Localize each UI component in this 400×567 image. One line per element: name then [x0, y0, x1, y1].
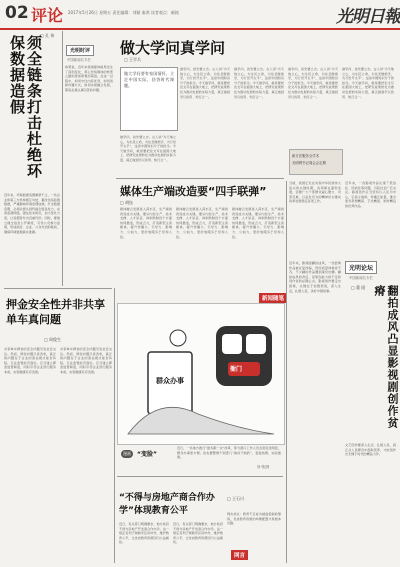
- article-body: 近日，有关部门明确要求，地方政府不得与房地产开发商合作办学。这一规定有利于遏制学区房炒作，维护教育公平，让优质教育资源回归公益属性。: [119, 522, 169, 545]
- column-divider: [286, 181, 287, 563]
- horizontal-divider: [117, 476, 283, 477]
- article-title: 须全链条打击杜绝环保数据造假: [8, 35, 43, 179]
- dateline: 2017年5月26日 星期五 责任编辑：刘颖 秦鸿 读者观点：邮箱: [68, 10, 179, 15]
- article-school-housing: [117, 478, 283, 564]
- article-body: 共享单车押金的安全问题引发社会关注。然而，押金问题只是表象，真正的问题在于企业的商业模式能否持续，行业监管能否到位。应当建立押金监管制度，同时引导企业回归服务本质，实现健康有序发展。: [4, 347, 56, 374]
- right-body-mid: 近年来，一些影视作品出现了低俗化、同质化等问题，引起社会广泛关注。影视创作应当坚持以人民为中心，弘扬主旋律，传播正能量，推出更多思想精深、艺术精湛、制作精良的优秀作品。: [345, 181, 396, 208]
- sign-right: 衙门: [230, 366, 243, 373]
- article-author: □ 周俊生: [44, 337, 62, 342]
- article-summary: 做大学问要有家国情怀，立足中国实际，回答时代课题。: [124, 71, 174, 88]
- article-body-col3: 做学问，首先要立志。古人讲“为天地立心，为生民立命，为往圣继绝学，为万世开太平”，这是中国知识分子的担当。今天做学问，就是要把论文写在祖国大地上，把研究成果转化为推动发展的实际力量，真正做到学以致用、知行合一。: [234, 67, 284, 99]
- column-guangming-comment: [65, 31, 113, 286]
- article-title: “不得与房地产商合作办学”体现教育公平: [119, 493, 215, 516]
- column-subtitle: 中国新闻名专栏: [67, 58, 91, 62]
- article-body: 媒体融合发展进入深水区，生产端的改造成为关键。要从内容生产、技术支撑、人才队伍、体制机制四个方面协同推进，形成合力，打造新型主流媒体，提升传播力、引导力、影响力、公信力，更好地服务于党和人民。: [120, 207, 172, 239]
- column-divider: [114, 288, 115, 563]
- column-divider: [62, 31, 63, 286]
- feature-body: 近年来，影视剧翻拍成风，一些经典作品被反复改编，然而质量却参差不齐，不少翻拍作品遭到观众吐槽。翻拍成风的背后，是原创能力的不足和创作者的浮躁心态。影视创作要走出困境，关键在于加强原创，深入生活，扎根人民，讲好中国故事。: [289, 261, 341, 293]
- section-name: 评论: [31, 6, 64, 25]
- net-voice-body: 网友热议：教育不应成为楼盘促销的筹码，优质教育资源的均衡配置才是根本出路。: [227, 512, 281, 526]
- feature-title: 翻拍成风凸显影视剧创作贫瘠: [373, 285, 399, 429]
- page-header: [0, 0, 400, 30]
- sign-left: 群众办事: [156, 377, 184, 385]
- promo-box: [289, 149, 343, 175]
- right-column: [289, 154, 399, 563]
- column-body: 如果说，近年来我国媒体格局发生了深刻变化，那么传统媒体的转型之路则更加艰难而紧迫。在这一过程中，如何守住内容优势，如何创新传播方式，如何实现融合发展，都是必须认真回答的问题。: [65, 65, 113, 92]
- newspaper-logo: 光明日報: [336, 7, 400, 27]
- article-body-col2: 近日，有关部门明确要求，地方政府不得与房地产开发商合作办学。这一规定有利于遏制学区房炒作，维护教育公平，让优质教育资源回归公益属性。: [173, 522, 223, 545]
- article-author: □ 王石川: [227, 496, 245, 501]
- promo-line-1: 新方法服务全学术: [292, 154, 320, 158]
- article-title: 做大学问真学问: [120, 39, 226, 57]
- feature-body-col2: 文艺创作要深入生活、扎根人民，真正从人民群众中汲取营养，才能创作出无愧于时代的精品力作。: [345, 443, 396, 457]
- promo-line-2: 光明网书记周会会定期: [292, 161, 326, 165]
- article-body: 近年来，环保数据造假屡禁不止，一些企业和第三方机构相互勾结，篡改伪造监测数据，严重影响环境治理成效。打击数据造假，必须从源头到终端全链条发力，完善监测网络，强化技术防范，加大惩处力度，让造假者付出沉重代价。同时，要建立健全信息公开制度，引导公众参与监督，形成政府、企业、公众共治的格局，确保环境数据真实准确。: [4, 193, 60, 234]
- cartoon-caption-badge: [121, 449, 157, 458]
- article-body-col2: 做学问，首先要立志。古人讲“为天地立心，为生民立命，为往圣继绝学，为万世开太平”，这是中国知识分子的担当。今天做学问，就是要把论文写在祖国大地上，把研究成果转化为推动发展的实际力量，真正做到学以致用、知行合一。: [180, 67, 230, 99]
- page-number: 02: [5, 3, 29, 23]
- article-media-reform: [116, 181, 284, 284]
- horizontal-divider: [4, 288, 112, 289]
- article-author: □ 胡钰: [120, 200, 134, 205]
- article-scholarship: [116, 31, 395, 176]
- article-data-fraud: [4, 31, 60, 286]
- forum-subtitle: 中国新闻名专栏: [349, 276, 373, 280]
- article-body-col2: 共享单车押金的安全问题引发社会关注。然而，押金问题只是表象，真正的问题在于企业的商业模式能否持续，行业监管能否到位。应当建立押金监管制度，同时引导企业回归服务本质，实现健康有序发展。: [60, 347, 112, 374]
- cartoon-drawing: [118, 304, 284, 444]
- article-title: 押金安全性并非共享单车真问题: [6, 298, 105, 326]
- caption-title: “变脸”: [137, 451, 157, 458]
- forum-tag: 光明论坛: [345, 261, 377, 274]
- column-tag: 光明时评: [66, 45, 94, 56]
- feature-author: □ 董 阳: [351, 285, 366, 290]
- cartoon-illustration: [117, 303, 285, 445]
- article-author: □ 王学兵: [124, 57, 142, 62]
- news-cartoon-block: [117, 291, 283, 471]
- horizontal-divider: [116, 178, 284, 179]
- right-body-top: 当前，我国正处在实现中华民族伟大复兴的关键时期，各项事业蓬勃发展，需要广大干部群众凝心聚力、攻坚克难，以奋发有为的精神状态推动改革发展稳定各项工作。: [289, 181, 341, 204]
- article-body-col4: 做学问，首先要立志。古人讲“为天地立心，为生民立命，为往圣继绝学，为万世开太平”，这是中国知识分子的担当。今天做学问，就是要把论文写在祖国大地上，把研究成果转化为推动发展的实际力量，真正做到学以致用、知行合一。: [288, 67, 338, 99]
- net-voice-tag: 网言: [231, 550, 248, 560]
- article-body-col2: 媒体融合发展进入深水区，生产端的改造成为关键。要从内容生产、技术支撑、人才队伍、体制机制四个方面协同推进，形成合力，打造新型主流媒体，提升传播力、引导力、影响力、公信力，更好地服务于党和人民。: [176, 207, 228, 239]
- caption-signature: 徐 骏/图: [257, 465, 270, 469]
- caption-body: 近日，一些地方推行“最多跑一次”改革，部分窗口工作人员态度变化明显，群众办事更方便。但也要警惕个别部门“换汤不换药”，表面热情，实际推诿。: [177, 446, 281, 460]
- article-bike-deposit: [4, 291, 112, 563]
- article-author: □ 孔 伟: [40, 33, 55, 38]
- article-body-col5: 做学问，首先要立志。古人讲“为天地立心，为生民立命，为往圣继绝学，为万世开太平”，这是中国知识分子的担当。今天做学问，就是要把论文写在祖国大地上，把研究成果转化为推动发展的实际力量，真正做到学以致用、知行合一。: [342, 67, 394, 99]
- article-body-col3: 媒体融合发展进入深水区，生产端的改造成为关键。要从内容生产、技术支撑、人才队伍、体制机制四个方面协同推进，形成合力，打造新型主流媒体，提升传播力、引导力、影响力、公信力，更好地服务于党和人民。: [232, 207, 284, 239]
- article-summary-box: [120, 67, 178, 131]
- article-title: 媒体生产端改造要“四手联弹”: [120, 185, 267, 198]
- article-body: 做学问，首先要立志。古人讲“为天地立心，为生民立命，为往圣继绝学，为万世开太平”，这是中国知识分子的担当。今天做学问，就是要把论文写在祖国大地上，把研究成果转化为推动发展的实际力量，真正做到学以致用、知行合一。: [120, 135, 176, 162]
- caption-tag: 漫画: [123, 450, 131, 456]
- news-essay-tag: 新闻随笔: [259, 293, 287, 303]
